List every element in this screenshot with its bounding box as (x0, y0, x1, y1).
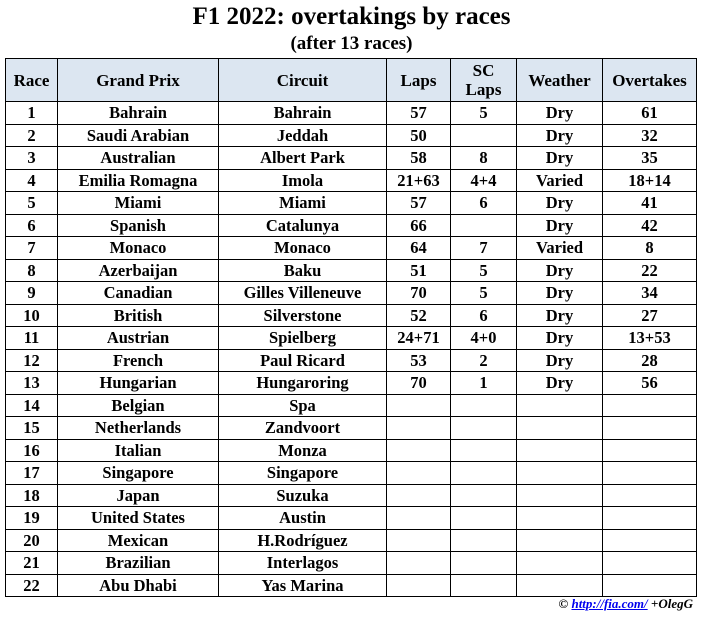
cell-sc-laps (451, 529, 517, 552)
header-weather: Weather (517, 59, 603, 102)
cell-race-number: 1 (6, 102, 58, 125)
cell-race-number: 9 (6, 282, 58, 305)
cell-overtakes (603, 507, 697, 530)
cell-race-number: 19 (6, 507, 58, 530)
cell-race-number: 11 (6, 327, 58, 350)
cell-circuit: Catalunya (219, 214, 387, 237)
cell-grand-prix: Brazilian (58, 552, 219, 575)
cell-circuit: Bahrain (219, 102, 387, 125)
cell-grand-prix: Austrian (58, 327, 219, 350)
cell-race-number: 22 (6, 574, 58, 597)
cell-sc-laps: 5 (451, 282, 517, 305)
table-row (6, 394, 697, 417)
table-row (6, 327, 697, 350)
cell-sc-laps (451, 507, 517, 530)
cell-laps (387, 507, 451, 530)
footer-credit (559, 596, 694, 612)
table-row (6, 574, 697, 597)
cell-overtakes: 42 (603, 214, 697, 237)
table-row (6, 169, 697, 192)
cell-circuit: Monaco (219, 237, 387, 260)
cell-laps: 21+63 (387, 169, 451, 192)
cell-overtakes (603, 462, 697, 485)
cell-overtakes: 61 (603, 102, 697, 125)
cell-race-number: 7 (6, 237, 58, 260)
cell-weather: Dry (517, 147, 603, 170)
cell-weather (517, 484, 603, 507)
cell-race-number: 6 (6, 214, 58, 237)
cell-laps (387, 529, 451, 552)
cell-grand-prix: Miami (58, 192, 219, 215)
cell-overtakes: 13+53 (603, 327, 697, 350)
cell-race-number: 16 (6, 439, 58, 462)
cell-overtakes: 28 (603, 349, 697, 372)
cell-circuit: Hungaroring (219, 372, 387, 395)
header-race: Race (6, 59, 58, 102)
cell-weather (517, 574, 603, 597)
cell-sc-laps: 7 (451, 237, 517, 260)
cell-race-number: 17 (6, 462, 58, 485)
cell-race-number: 18 (6, 484, 58, 507)
cell-weather (517, 439, 603, 462)
cell-weather: Dry (517, 327, 603, 350)
cell-circuit: Austin (219, 507, 387, 530)
header-laps: Laps (387, 59, 451, 102)
table-row (6, 124, 697, 147)
cell-race-number: 21 (6, 552, 58, 575)
cell-overtakes (603, 574, 697, 597)
copyright-symbol: © (558, 596, 569, 611)
cell-weather: Varied (517, 237, 603, 260)
cell-laps: 70 (387, 282, 451, 305)
table-row (6, 372, 697, 395)
cell-grand-prix: Monaco (58, 237, 219, 260)
header-overtakes: Overtakes (603, 59, 697, 102)
cell-grand-prix: Abu Dhabi (58, 574, 219, 597)
cell-weather: Dry (517, 349, 603, 372)
table-body (6, 102, 697, 597)
table-row (6, 439, 697, 462)
cell-laps: 66 (387, 214, 451, 237)
cell-grand-prix: Saudi Arabian (58, 124, 219, 147)
cell-weather (517, 462, 603, 485)
cell-circuit: Singapore (219, 462, 387, 485)
table-row (6, 417, 697, 440)
cell-weather: Dry (517, 214, 603, 237)
table-row (6, 529, 697, 552)
cell-sc-laps (451, 552, 517, 575)
cell-circuit: Suzuka (219, 484, 387, 507)
cell-race-number: 5 (6, 192, 58, 215)
cell-overtakes: 22 (603, 259, 697, 282)
cell-grand-prix: Italian (58, 439, 219, 462)
cell-circuit: Spa (219, 394, 387, 417)
cell-laps: 57 (387, 192, 451, 215)
table-row (6, 147, 697, 170)
header-grand-prix: Grand Prix (58, 59, 219, 102)
cell-sc-laps: 6 (451, 304, 517, 327)
cell-grand-prix: Azerbaijan (58, 259, 219, 282)
cell-race-number: 14 (6, 394, 58, 417)
cell-laps (387, 552, 451, 575)
overtakes-table (5, 58, 697, 597)
cell-circuit: Baku (219, 259, 387, 282)
cell-laps (387, 394, 451, 417)
table-row (6, 192, 697, 215)
cell-circuit: Albert Park (219, 147, 387, 170)
cell-grand-prix: Bahrain (58, 102, 219, 125)
table-row (6, 349, 697, 372)
cell-sc-laps: 4+0 (451, 327, 517, 350)
cell-overtakes (603, 394, 697, 417)
source-link[interactable]: http://fia.com/ (571, 596, 648, 611)
cell-race-number: 13 (6, 372, 58, 395)
cell-circuit: H.Rodríguez (219, 529, 387, 552)
cell-grand-prix: British (58, 304, 219, 327)
cell-grand-prix: French (58, 349, 219, 372)
cell-grand-prix: Singapore (58, 462, 219, 485)
table-row (6, 214, 697, 237)
header-row (6, 59, 697, 102)
cell-overtakes: 34 (603, 282, 697, 305)
cell-overtakes: 32 (603, 124, 697, 147)
cell-sc-laps (451, 394, 517, 417)
cell-overtakes: 18+14 (603, 169, 697, 192)
cell-sc-laps (451, 417, 517, 440)
cell-circuit: Spielberg (219, 327, 387, 350)
cell-grand-prix: Japan (58, 484, 219, 507)
cell-overtakes: 35 (603, 147, 697, 170)
cell-grand-prix: Mexican (58, 529, 219, 552)
cell-weather: Dry (517, 102, 603, 125)
cell-race-number: 12 (6, 349, 58, 372)
cell-sc-laps: 5 (451, 259, 517, 282)
cell-laps: 52 (387, 304, 451, 327)
cell-weather: Dry (517, 259, 603, 282)
cell-laps (387, 462, 451, 485)
table-row (6, 552, 697, 575)
cell-weather (517, 417, 603, 440)
cell-overtakes (603, 439, 697, 462)
cell-sc-laps: 6 (451, 192, 517, 215)
cell-weather: Dry (517, 124, 603, 147)
cell-grand-prix: United States (58, 507, 219, 530)
cell-weather (517, 507, 603, 530)
cell-race-number: 8 (6, 259, 58, 282)
cell-sc-laps (451, 214, 517, 237)
cell-laps: 57 (387, 102, 451, 125)
header-sc-laps (451, 59, 517, 102)
cell-weather: Dry (517, 304, 603, 327)
cell-race-number: 4 (6, 169, 58, 192)
table-row (6, 237, 697, 260)
cell-grand-prix: Australian (58, 147, 219, 170)
cell-overtakes: 41 (603, 192, 697, 215)
cell-race-number: 15 (6, 417, 58, 440)
cell-sc-laps (451, 574, 517, 597)
cell-race-number: 10 (6, 304, 58, 327)
cell-circuit: Gilles Villeneuve (219, 282, 387, 305)
page-title: F1 2022: overtakings by races (192, 3, 511, 30)
cell-grand-prix: Belgian (58, 394, 219, 417)
cell-laps: 58 (387, 147, 451, 170)
cell-circuit: Interlagos (219, 552, 387, 575)
page-subtitle: (after 13 races) (290, 33, 413, 54)
cell-laps (387, 417, 451, 440)
cell-sc-laps (451, 484, 517, 507)
cell-weather (517, 529, 603, 552)
cell-circuit: Zandvoort (219, 417, 387, 440)
cell-weather (517, 552, 603, 575)
table-row (6, 259, 697, 282)
cell-laps (387, 439, 451, 462)
cell-laps (387, 484, 451, 507)
cell-grand-prix: Netherlands (58, 417, 219, 440)
cell-circuit: Silverstone (219, 304, 387, 327)
cell-laps (387, 574, 451, 597)
cell-grand-prix: Emilia Romagna (58, 169, 219, 192)
cell-overtakes (603, 529, 697, 552)
header-sc-laps-label: SC Laps (465, 61, 502, 99)
cell-weather: Dry (517, 192, 603, 215)
cell-circuit: Paul Ricard (219, 349, 387, 372)
cell-sc-laps: 5 (451, 102, 517, 125)
cell-laps: 51 (387, 259, 451, 282)
cell-sc-laps: 4+4 (451, 169, 517, 192)
header-circuit: Circuit (219, 59, 387, 102)
table-row (6, 462, 697, 485)
cell-sc-laps (451, 124, 517, 147)
cell-circuit: Yas Marina (219, 574, 387, 597)
cell-race-number: 20 (6, 529, 58, 552)
cell-sc-laps (451, 462, 517, 485)
cell-circuit: Miami (219, 192, 387, 215)
cell-weather (517, 394, 603, 417)
cell-sc-laps (451, 439, 517, 462)
cell-sc-laps: 8 (451, 147, 517, 170)
cell-race-number: 3 (6, 147, 58, 170)
cell-weather: Dry (517, 282, 603, 305)
cell-overtakes: 56 (603, 372, 697, 395)
cell-overtakes (603, 417, 697, 440)
cell-grand-prix: Hungarian (58, 372, 219, 395)
cell-overtakes: 27 (603, 304, 697, 327)
cell-sc-laps: 1 (451, 372, 517, 395)
cell-laps: 50 (387, 124, 451, 147)
table-row (6, 304, 697, 327)
table-row (6, 102, 697, 125)
cell-overtakes: 8 (603, 237, 697, 260)
cell-laps: 70 (387, 372, 451, 395)
cell-overtakes (603, 484, 697, 507)
cell-laps: 64 (387, 237, 451, 260)
cell-laps: 53 (387, 349, 451, 372)
cell-race-number: 2 (6, 124, 58, 147)
cell-grand-prix: Spanish (58, 214, 219, 237)
cell-sc-laps: 2 (451, 349, 517, 372)
cell-weather: Varied (517, 169, 603, 192)
cell-overtakes (603, 552, 697, 575)
author-credit: +OlegG (650, 596, 693, 611)
cell-circuit: Imola (219, 169, 387, 192)
table-row (6, 507, 697, 530)
table-row (6, 484, 697, 507)
cell-circuit: Jeddah (219, 124, 387, 147)
cell-grand-prix: Canadian (58, 282, 219, 305)
cell-weather: Dry (517, 372, 603, 395)
cell-laps: 24+71 (387, 327, 451, 350)
cell-circuit: Monza (219, 439, 387, 462)
table-row (6, 282, 697, 305)
